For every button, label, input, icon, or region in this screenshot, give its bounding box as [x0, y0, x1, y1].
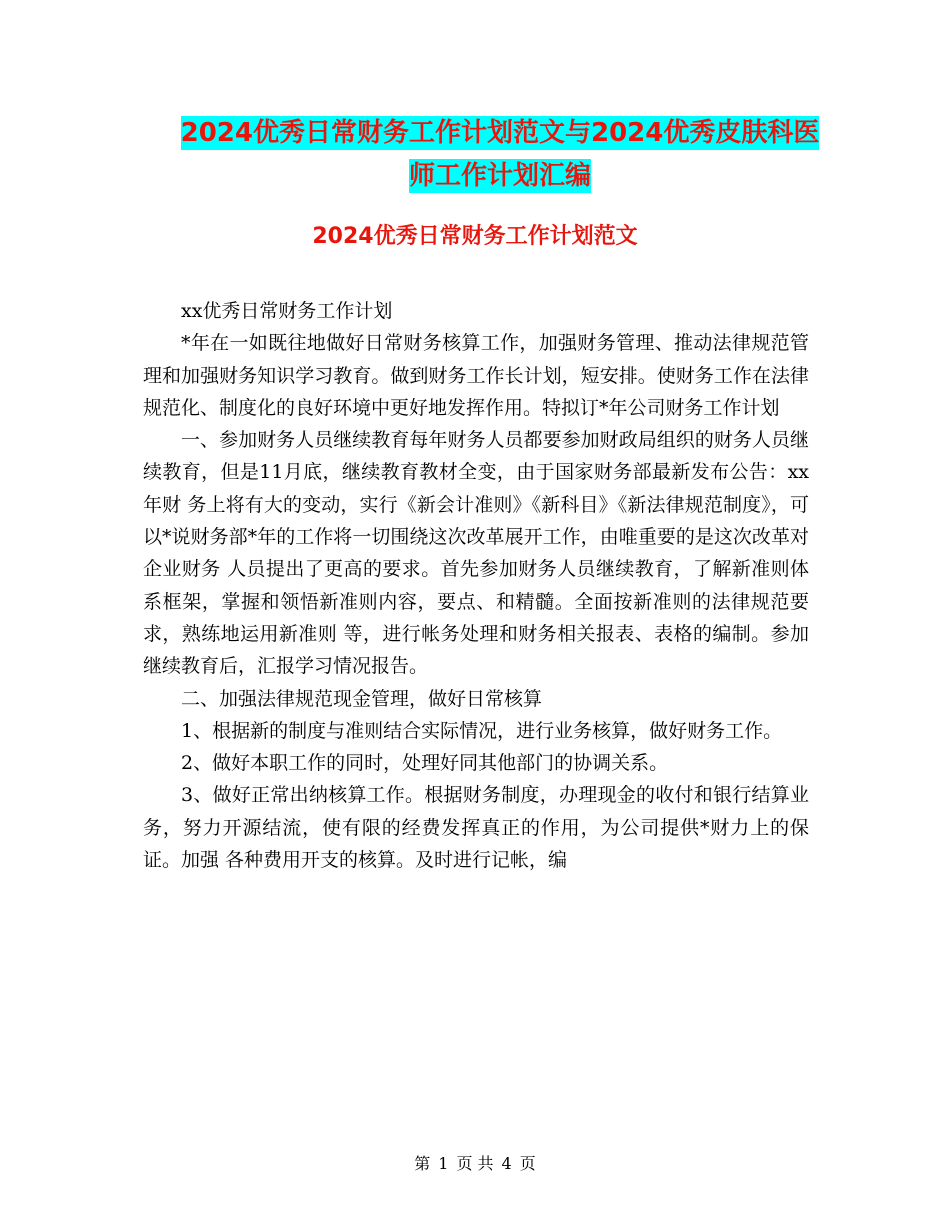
footer-current-page: 1: [438, 1154, 449, 1173]
document-body: [143, 295, 809, 876]
paragraph: 3、做好正常出纳核算工作。根据财务制度，办理现金的收付和银行结算业务，努力开源结流，使有限的经费发挥真正的作用，为公司提供*财力上的保证。加强 各种费用开支的核算。及时进行记帐，编: [143, 784, 809, 872]
paragraph: 1、根据新的制度与准则结合实际情况，进行业务核算，做好财务工作。: [181, 719, 783, 742]
document-title-line-2: 师工作计划汇编: [408, 161, 591, 191]
document-title: [130, 112, 870, 198]
paragraph: xx优秀日常财务工作计划: [181, 300, 393, 322]
paragraph: 二、加强法律规范现金管理，做好日常核算: [181, 687, 543, 710]
page-footer: [0, 1154, 950, 1174]
footer-pages-label: 页: [519, 1154, 536, 1173]
document-title-line-1: 2024优秀日常财务工作计划范文与2024优秀皮肤科医: [180, 118, 820, 148]
paragraph: 2、做好本职工作的同时，处理好同其他部门的协调关系。: [181, 752, 669, 775]
footer-page-label: 第: [414, 1154, 431, 1173]
footer-total-pages: 4: [501, 1154, 512, 1173]
paragraph: 一、参加财务人员继续教育每年财务人员都要参加财政局组织的财务人员继续教育，但是11月底，继续教育教材全变，由于国家财务部最新发布公告：xx年财 务上将有大的变动，实行《新会计准则》《新科目》《新法律规范制度》，可以*说财务部*年的工作将一切围绕这次改革展开工作，由唯重要的是这次改革对企业财务 人员提出了更高的要求。首先参加财务人员继续教育，了解新准则体系框架，掌握和领悟新准则内容，要点、和精髓。全面按新准则的法律规范要求，熟练地运用新准则 等，进行帐务处理和财务相关报表、表格的编制。参加继续教育后，汇报学习情况报告。: [143, 429, 809, 678]
section-title: 2024优秀日常财务工作计划范文: [312, 224, 638, 249]
footer-of-label: 页 共: [456, 1154, 494, 1173]
paragraph: *年在一如既往地做好日常财务核算工作，加强财务管理、推动法律规范管理和加强财务知识学习教育。做到财务工作长计划，短安排。使财务工作在法律规范化、制度化的良好环境中更好地发挥作用。特拟订*年公司财务工作计划: [143, 332, 809, 419]
